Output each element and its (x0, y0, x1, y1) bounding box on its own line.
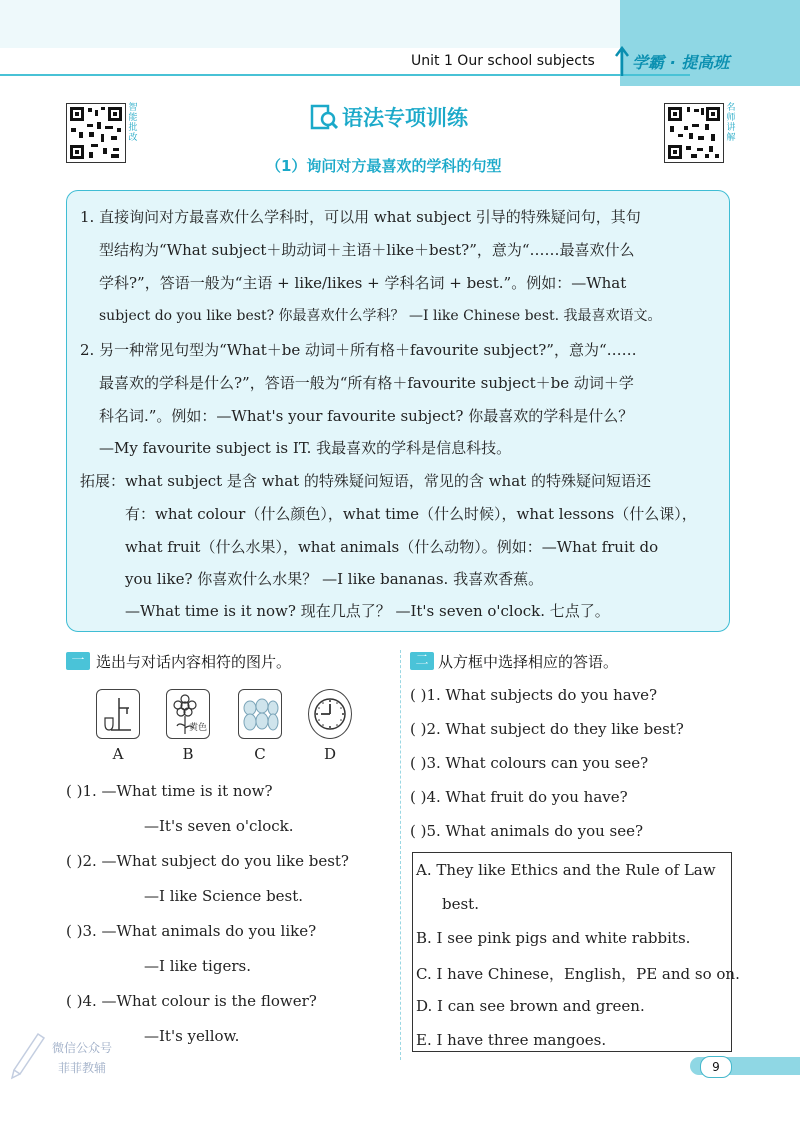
grammar-line: 学科?”，答语一般为“主语 + like/likes + 学科名词 + best.”。例如：—What (99, 274, 627, 292)
answer-option-b: B. I see pink pigs and white rabbits. (416, 929, 691, 947)
page-number: 9 (700, 1056, 732, 1078)
s2-question-4[interactable]: ( )4. What fruit do you have? (410, 788, 628, 806)
section-subtitle: （1）询问对方最喜欢的学科的句型 (266, 157, 502, 175)
animals-icon (239, 690, 281, 738)
s1-question-4[interactable]: ( )4. —What colour is the flower? (66, 992, 317, 1010)
picture-label-d: D (323, 745, 337, 763)
watermark-text (42, 1038, 122, 1078)
grammar-line: —What time is it now? 现在几点了？ —It's seven o'clock. 七点了。 (125, 602, 610, 620)
grammar-line: 2. 另一种常见句型为“What＋be 动词＋所有格＋favourite subject?”，意为“…… (80, 341, 637, 359)
picture-d-clock (308, 689, 352, 739)
picture-b-label: 黄色 (189, 723, 208, 733)
grammar-line: 有：what colour（什么颜色），what time（什么时候），what lessons（什么课）， (125, 505, 697, 523)
picture-a-clock-stand (96, 689, 140, 739)
s1-answer-3: —I like tigers. (144, 957, 251, 975)
answer-option-a: A. They like Ethics and the Rule of Law (416, 861, 716, 879)
picture-b-flower (166, 689, 210, 739)
magnifier-book-icon (310, 104, 338, 130)
column-divider (400, 650, 401, 1060)
grammar-line: 拓展：what subject 是含 what 的特殊疑问短语，常见的含 what 的特殊疑问短语还 (80, 472, 651, 490)
s1-answer-2: —I like Science best. (144, 887, 304, 905)
answer-option-e: E. I have three mangoes. (416, 1031, 607, 1049)
grammar-line: 1. 直接询问对方最喜欢什么学科时，可以用 what subject 引导的特殊疑问句，其句 (80, 208, 641, 226)
s2-question-2[interactable]: ( )2. What subject do they like best? (410, 720, 684, 738)
clock-icon (309, 690, 351, 738)
section-one-title: 选出与对话内容相符的图片。 (96, 653, 292, 671)
picture-label-b: B (182, 745, 194, 763)
picture-label-c: C (254, 745, 266, 763)
qr-code-left[interactable] (66, 103, 126, 163)
grammar-line: you like? 你喜欢什么水果？ —I like bananas. 我喜欢香蕉。 (125, 570, 544, 588)
s2-question-1[interactable]: ( )1. What subjects do you have? (410, 686, 658, 704)
grammar-line: 科名词.”。例如：—What's your favourite subject? 你最喜欢的学科是什么？ (99, 407, 634, 425)
section-two-title: 从方框中选择相应的答语。 (438, 653, 619, 671)
up-arrow-icon (614, 44, 630, 78)
answer-option-d: D. I can see brown and green. (416, 997, 645, 1015)
s2-question-5[interactable]: ( )5. What animals do you see? (410, 822, 644, 840)
page-title: 语法专项训练 (342, 106, 468, 130)
s1-answer-4: —It's yellow. (144, 1027, 240, 1045)
answer-options-box (412, 852, 732, 1052)
section-two-badge: 二 (410, 652, 434, 670)
s1-question-2[interactable]: ( )2. —What subject do you like best? (66, 852, 349, 870)
unit-title: Unit 1 Our school subjects (411, 53, 595, 69)
picture-c-animals (238, 689, 282, 739)
answer-option-c: C. I have Chinese，English，PE and so on. (416, 965, 740, 983)
qr-caption-right: 名师讲解 (726, 103, 736, 143)
answer-option-a-cont: best. (442, 895, 479, 913)
picture-label-a: A (112, 745, 124, 763)
s1-answer-1: —It's seven o'clock. (144, 817, 294, 835)
grammar-line: 型结构为“What subject＋助动词＋主语＋like＋best?”，意为“……最喜欢什么 (99, 241, 635, 259)
grammar-line: subject do you like best? 你最喜欢什么学科？ —I like Chinese best. 我最喜欢语文。 (99, 308, 662, 324)
qr-caption-left: 智能批改 (128, 103, 138, 143)
s1-question-1[interactable]: ( )1. —What time is it now? (66, 782, 273, 800)
grammar-line: 最喜欢的学科是什么?”，答语一般为“所有格＋favourite subject＋be 动词＋学 (99, 374, 634, 392)
grammar-line: what fruit（什么水果），what animals（什么动物）。例如：—What fruit do (125, 538, 659, 556)
watermark-line-2: 菲菲教辅 (57, 1061, 106, 1075)
s1-question-3[interactable]: ( )3. —What animals do you like? (66, 922, 317, 940)
watermark-line-1: 微信公众号 (51, 1041, 112, 1055)
s2-question-3[interactable]: ( )3. What colours can you see? (410, 754, 649, 772)
header-rule (0, 74, 690, 76)
brand-label: 学霸 · 提高班 (632, 53, 730, 72)
grammar-line: —My favourite subject is IT. 我最喜欢的学科是信息科技。 (99, 439, 512, 457)
qr-code-right[interactable] (664, 103, 724, 163)
section-one-badge: 一 (66, 652, 90, 670)
lab-stand-icon (97, 690, 139, 738)
